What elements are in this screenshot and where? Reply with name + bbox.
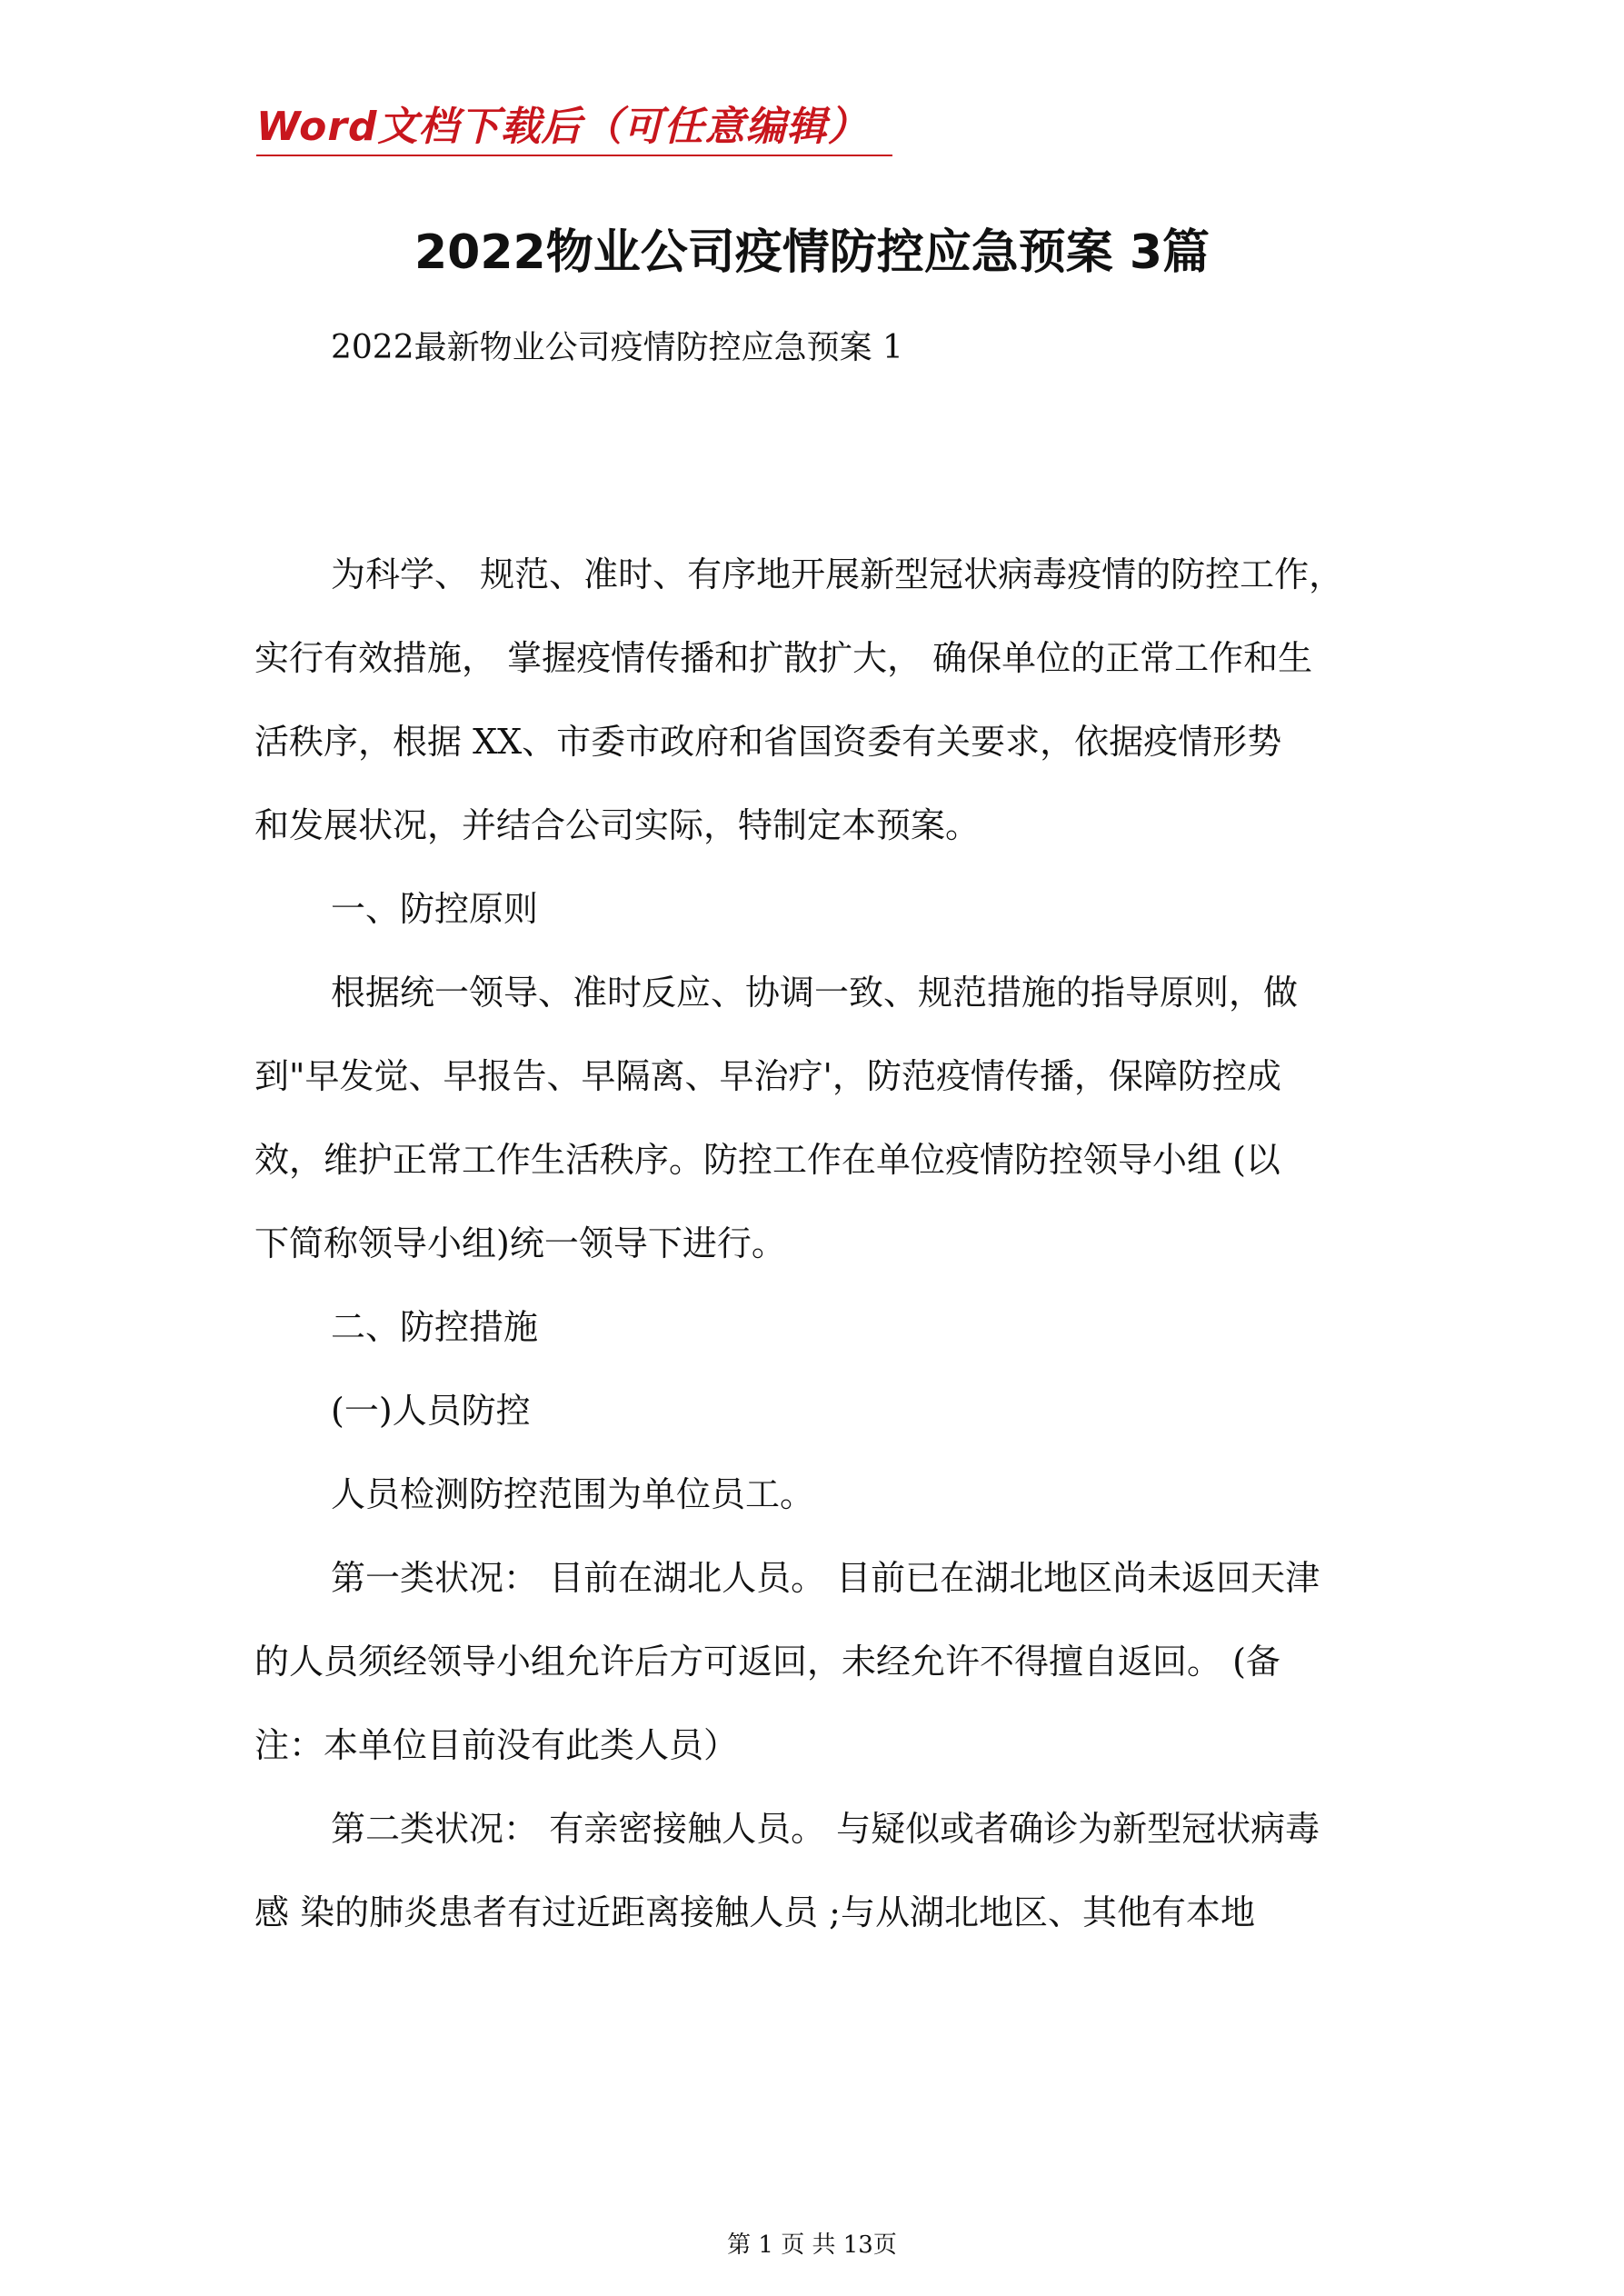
document-body: [254, 533, 1409, 1954]
body-line: 效，维护正常工作生活秩序。防控工作在单位疫情防控领导小组 (以: [254, 1140, 1280, 1180]
body-line: 到"早发觉、早报告、早隔离、早治疗'，防范疫情传播，保障防控成: [254, 1056, 1281, 1096]
page-footer: 第 1 页 共 13页: [727, 2231, 897, 2259]
body-text: [254, 533, 1409, 1954]
body-line: 活秩序，根据 XX、市委市政府和省国资委有关要求，依据疫情形势: [254, 722, 1282, 762]
body-line: 下简称领导小组)统一领导下进行。: [254, 1223, 786, 1263]
header-banner-text: Word文档下载后（可任意编辑）: [256, 104, 869, 150]
body-line: 的人员须经领导小组允许后方可返回，未经允许不得擅自返回。 (备: [254, 1642, 1280, 1682]
body-line: 第一类状况： 目前在湖北人员。 目前已在湖北地区尚未返回天津: [331, 1558, 1320, 1598]
document-title: 2022物业公司疫情防控应急预案 3篇: [413, 225, 1210, 280]
body-line: 第二类状况： 有亲密接触人员。 与疑似或者确诊为新型冠状病毒: [331, 1809, 1320, 1849]
body-line: 实行有效措施， 掌握疫情传播和扩散扩大， 确保单位的正常工作和生: [254, 638, 1313, 678]
section-heading: 二、防控措施: [331, 1307, 539, 1347]
body-line: 感 染的肺炎患者有过近距离接触人员 ;与从湖北地区、其他有本地: [254, 1892, 1255, 1932]
header-banner: [256, 102, 892, 156]
body-line: 注：本单位目前没有此类人员）: [254, 1725, 739, 1765]
body-line: 人员检测防控范围为单位员工。: [331, 1474, 815, 1514]
body-line: 为科学、 规范、准时、有序地开展新型冠状病毒疫情的防控工作，: [331, 554, 1344, 594]
subsection-heading: (一)人员防控: [331, 1391, 531, 1431]
header-underline: [256, 155, 892, 156]
body-line: 根据统一领导、准时反应、协调一致、规范措施的指导原则，做: [331, 973, 1299, 1013]
section-heading: 一、防控原则: [331, 889, 539, 929]
document-subtitle: 2022最新物业公司疫情防控应急预案 1: [331, 329, 903, 366]
body-line: 和发展状况，并结合公司实际，特制定本预案。: [254, 805, 981, 845]
